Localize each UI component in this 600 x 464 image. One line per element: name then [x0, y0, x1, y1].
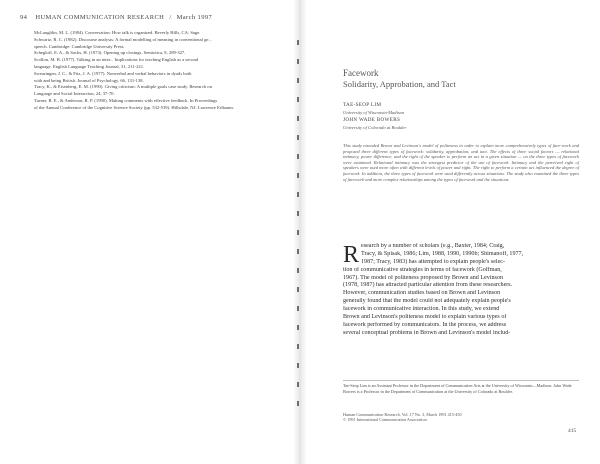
right-page-number: 415 [568, 428, 577, 434]
author-footnote: Tae-Seop Lim is an Assistant Professor in the Department of Communication Arts at the University of Wisconsin—Madison. John Wade Bowers is a Professor in the Department of Communication at the University of Colorado at Boulder. [343, 383, 572, 394]
book-gutter [293, 0, 307, 464]
gutter-marks [297, 40, 300, 440]
reference-entry: Scollon, M. B. (1977). Talking in an inter... Implications for teaching English as a second [34, 57, 199, 63]
body-text [343, 243, 579, 338]
journal-name: HUMAN COMMUNICATION RESEARCH [35, 14, 165, 21]
reference-entry: Turner, R. E., & Anderson, R. P. (1990). Making comments with effective feedback. In Proceedings [34, 97, 218, 103]
author-affiliation: University of Colorado at Boulder [343, 125, 407, 130]
article-subtitle: Solidarity, Approbation, and Tact [343, 79, 456, 89]
body-line: Brown and Levinson's politeness model to explain various types of [343, 314, 507, 321]
body-line: 1967). The model of politeness proposed by Brown and Levinson [343, 274, 503, 281]
author-name: JOHN WADE BOWERS [343, 117, 401, 123]
reference-entry: with and being British. Journal of Psychology, 66, 131-138. [34, 77, 144, 83]
reference-entry: language. English Language Teaching Journal, 31, 211-221. [34, 63, 145, 69]
body-line: several conceptual problems in Brown and Levinson's model includ- [343, 329, 511, 336]
left-page-number: 94 [20, 14, 28, 21]
body-line: Tracy, & Spisak, 1986; Lim, 1988, 1990, 1990b; Shimanoff, 1977, [361, 250, 524, 257]
running-head [20, 14, 280, 26]
body-line: generally found that the model could not adequately explain people's [343, 298, 511, 305]
reference-entry: Language and Social Interaction, 24, 37-70. [34, 91, 115, 97]
reference-list [34, 30, 274, 112]
drop-cap: R [343, 242, 360, 268]
body-line: However, communication studies based on Brown and Levinson [343, 290, 501, 297]
body-line: tion of communicative strategies in terms of facework (Goffman, [343, 266, 502, 273]
footnote-rule [343, 380, 579, 381]
body-line: 1987; Tracy, 1983) has attempted to explain people's selec- [361, 258, 506, 265]
issue-date: March 1997 [176, 14, 213, 21]
running-head-separator: / [169, 14, 172, 21]
reference-entry: McLaughlin, M. L. (1984). Conversation: How talk is organized. Beverly Hills, CA: Sage. [34, 30, 201, 35]
reference-entry: Schegloff, E. A., & Sacks, H. (1973). Opening up closings. Semiotica, 8, 289-327. [34, 50, 186, 56]
author-name: TAE-SEOP LIM [343, 102, 382, 108]
author-affiliation: University of Wisconsin-Madison [343, 110, 405, 115]
copyright-block [343, 412, 579, 423]
reference-entry: of the Annual Conference of the Cognitive Science Society (pp. 532-539). Hillsdale, NJ: Lawrence Erlbaum. [34, 104, 235, 110]
reference-entry: speech. Cambridge: Cambridge University Press. [34, 43, 125, 49]
citation-line: Human Communication Research, Vol. 17 No. 3, March 1991 415-450 [343, 412, 462, 417]
copyright-line: © 1991 International Communication Association [343, 417, 427, 423]
reference-entry: Swearingen, J. C., & Fitz, J. A. (1977). Nonverbal and verbal behaviors in dyads both [34, 70, 192, 76]
body-line: (1978, 1987) has attracted particular attention from these researchers. [343, 282, 513, 289]
body-line: esearch by a number of scholars (e.g., Baxter, 1984; Craig, [361, 243, 505, 249]
abstract: This study extended Brown and Levinson's model of politeness in order to explain more comprehensively types of face-work and proposed three different types of facework: solidarity, approbation, and tact. The effects of three social factors — relational intimacy, power difference, and the right of the speaker to perform an act in a given situation — on the three types of facework were examined. Relational intimacy was the strongest predictor of the use of facework. Intimacy and the perceived right of speakers were used more often with different levels of power and right. The right to perform a certain act influenced the degree of facework. In addition, the three types of facework were used differently across situations. The study also examined the three types of facework and more complex relationships among the types of facework and the situations. [343, 143, 579, 182]
article-title: Facework [343, 68, 379, 78]
body-line: facework in communicative interaction. In this study, we extend [343, 306, 500, 313]
reference-entry: Tracy, K., & Eisenberg, E. M. (1990). Giving criticism: A multiple goals case study. Research on [34, 84, 212, 90]
body-line: facework performed by communicators. In the process, we address [343, 321, 507, 328]
reference-entry: Schwartz, R. C. (1982). Discourse analysis: A formal modelling of meaning in conventional ge... [34, 36, 212, 42]
